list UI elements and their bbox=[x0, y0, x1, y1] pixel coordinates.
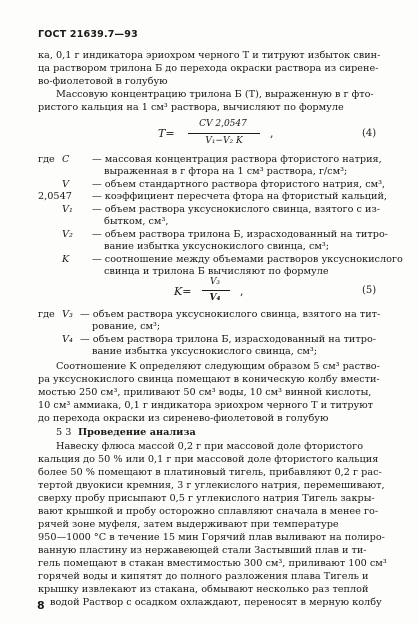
document-header: ГОСТ 21639.7—93 bbox=[38, 29, 138, 40]
definition-line: вание избытка уксуснокислого свинца, см³; bbox=[92, 346, 318, 357]
text-line: водой Раствор с осадком охлаждают, переносят в мерную колбу bbox=[50, 597, 382, 608]
definition-line: — объем раствора трилона Б, израсходованный на титро- bbox=[80, 334, 377, 345]
page-number: 8 bbox=[37, 599, 45, 612]
text-line: во-фиолетовой в голубую bbox=[38, 76, 168, 87]
definition-line: — объем раствора уксуснокислого свинца, взятого на тит- bbox=[80, 309, 381, 320]
formula-4-comma: , bbox=[270, 127, 274, 140]
text-line: 950—1000 °С в течение 15 мин Горячий плав выливают на полиро- bbox=[38, 532, 385, 543]
definition-line: — объем стандартного раствора фтористого натрия, см³, bbox=[92, 179, 386, 190]
formula-5-lhs: K= bbox=[174, 285, 192, 298]
where-label: где bbox=[38, 154, 55, 165]
symbol-c: C bbox=[62, 154, 70, 165]
text-line: ра уксуснокислого свинца помещают в коническую колбу вмести- bbox=[38, 374, 380, 385]
equation-number-5: (5) bbox=[362, 285, 377, 296]
definition-line: — объем раствора уксуснокислого свинца, взятого с из- bbox=[92, 204, 381, 215]
text-line: Навеску флюса массой 0,2 г при массовой доле фтористого bbox=[56, 441, 364, 452]
text-line: ка, 0,1 г индикатора эриохром черного T и титруют избыток свин- bbox=[38, 50, 381, 61]
equation-number-4: (4) bbox=[362, 128, 377, 139]
formula-5-denominator: V₄ bbox=[209, 293, 221, 303]
text-line: горячей воды и кипятят до полного разложения плава Тигель и bbox=[38, 571, 369, 582]
text-line: тертой двуокиси кремния, 3 г углекислого натрия, перемешивают, bbox=[38, 480, 385, 491]
where-label: где bbox=[38, 309, 55, 320]
formula-4-lhs: T= bbox=[158, 127, 175, 140]
text-line: вают крышкой и пробу осторожно сплавляют сначала в менее го- bbox=[38, 506, 379, 517]
text-line: рячей зоне муфеля, затем выдерживают при температуре bbox=[38, 519, 339, 530]
text-line: гель помещают в стакан вместимостью 300 см³, приливают 100 см³ bbox=[38, 558, 387, 569]
definition-line: рование, см³; bbox=[92, 321, 161, 332]
definition-line: — объем раствора трилона Б, израсходованный на титро- bbox=[92, 229, 389, 240]
formula-5-numerator: V₃ bbox=[209, 277, 221, 287]
text-line: 10 см³ аммиака, 0,1 г индикатора эриохром черного T и титруют bbox=[38, 400, 374, 411]
definition-line: свинца и трилона Б вычисляют по формуле bbox=[104, 266, 329, 277]
formula-4-denominator: V₁−V₂ K bbox=[205, 136, 243, 146]
fraction-bar bbox=[188, 133, 260, 134]
formula-5-comma: , bbox=[240, 285, 244, 298]
text-line: сверху пробу присыпают 0,5 г углекислого натрия Тигель закры- bbox=[38, 493, 375, 504]
symbol-v: V bbox=[62, 179, 69, 190]
text-line: более 50 % помещают в платиновый тигель, прибавляют 0,2 г рас- bbox=[38, 467, 382, 478]
symbol-v3: V₃ bbox=[62, 309, 73, 320]
coefficient-value: 2,0547 bbox=[38, 191, 72, 202]
text-line: до перехода окраски из сиреневo-фиолетовой в голубую bbox=[38, 413, 329, 424]
definition-line: — массовая концентрация раствора фтористого натрия, bbox=[92, 154, 382, 165]
definition-line: выраженная в г фтора на 1 см³ раствора, г/см³; bbox=[104, 166, 348, 177]
text-line: Массовую концентрацию трилона Б (T), выраженную в г фто- bbox=[56, 89, 374, 100]
formula-5 bbox=[174, 277, 294, 309]
symbol-v2: V₂ bbox=[62, 229, 73, 240]
section-title: Проведение анализа bbox=[78, 427, 196, 438]
text-line: кальция до 50 % или 0,1 г при массовой доле фтористого кальция bbox=[38, 454, 379, 465]
formula-4 bbox=[158, 119, 298, 153]
text-line: Соотношение K определяют следующим образом 5 см³ раство- bbox=[56, 361, 380, 372]
symbol-k: K bbox=[62, 254, 70, 265]
text-line: ца раствором трилона Б до перехода окраски раствора из сирене- bbox=[38, 63, 379, 74]
definition-line: — соотношение между объемами растворов уксуснокислого bbox=[92, 254, 403, 265]
section-number: 5 3 bbox=[56, 427, 72, 438]
definition-line: вание избытка уксуснокислого свинца, см³; bbox=[104, 241, 330, 252]
symbol-v4: V₄ bbox=[62, 334, 73, 345]
text-line: мостью 250 см³, приливают 50 см³ воды, 10 см³ винной кислоты, bbox=[38, 387, 372, 398]
formula-4-numerator: CV 2,0547 bbox=[199, 119, 247, 129]
definition-line: — коэффициент пересчета фтора на фтористый кальций, bbox=[92, 191, 388, 202]
definition-line: бытком, см³, bbox=[104, 216, 169, 227]
text-line: ванную пластину из нержавеющей стали Застывший плав и ти- bbox=[38, 545, 367, 556]
symbol-v1: V₁ bbox=[62, 204, 73, 215]
text-line: крышку извлекают из стакана, обмывают несколько раз теплой bbox=[38, 584, 369, 595]
fraction-bar bbox=[202, 290, 230, 291]
text-line: ристого кальция на 1 см³ раствора, вычисляют по формуле bbox=[38, 102, 344, 113]
